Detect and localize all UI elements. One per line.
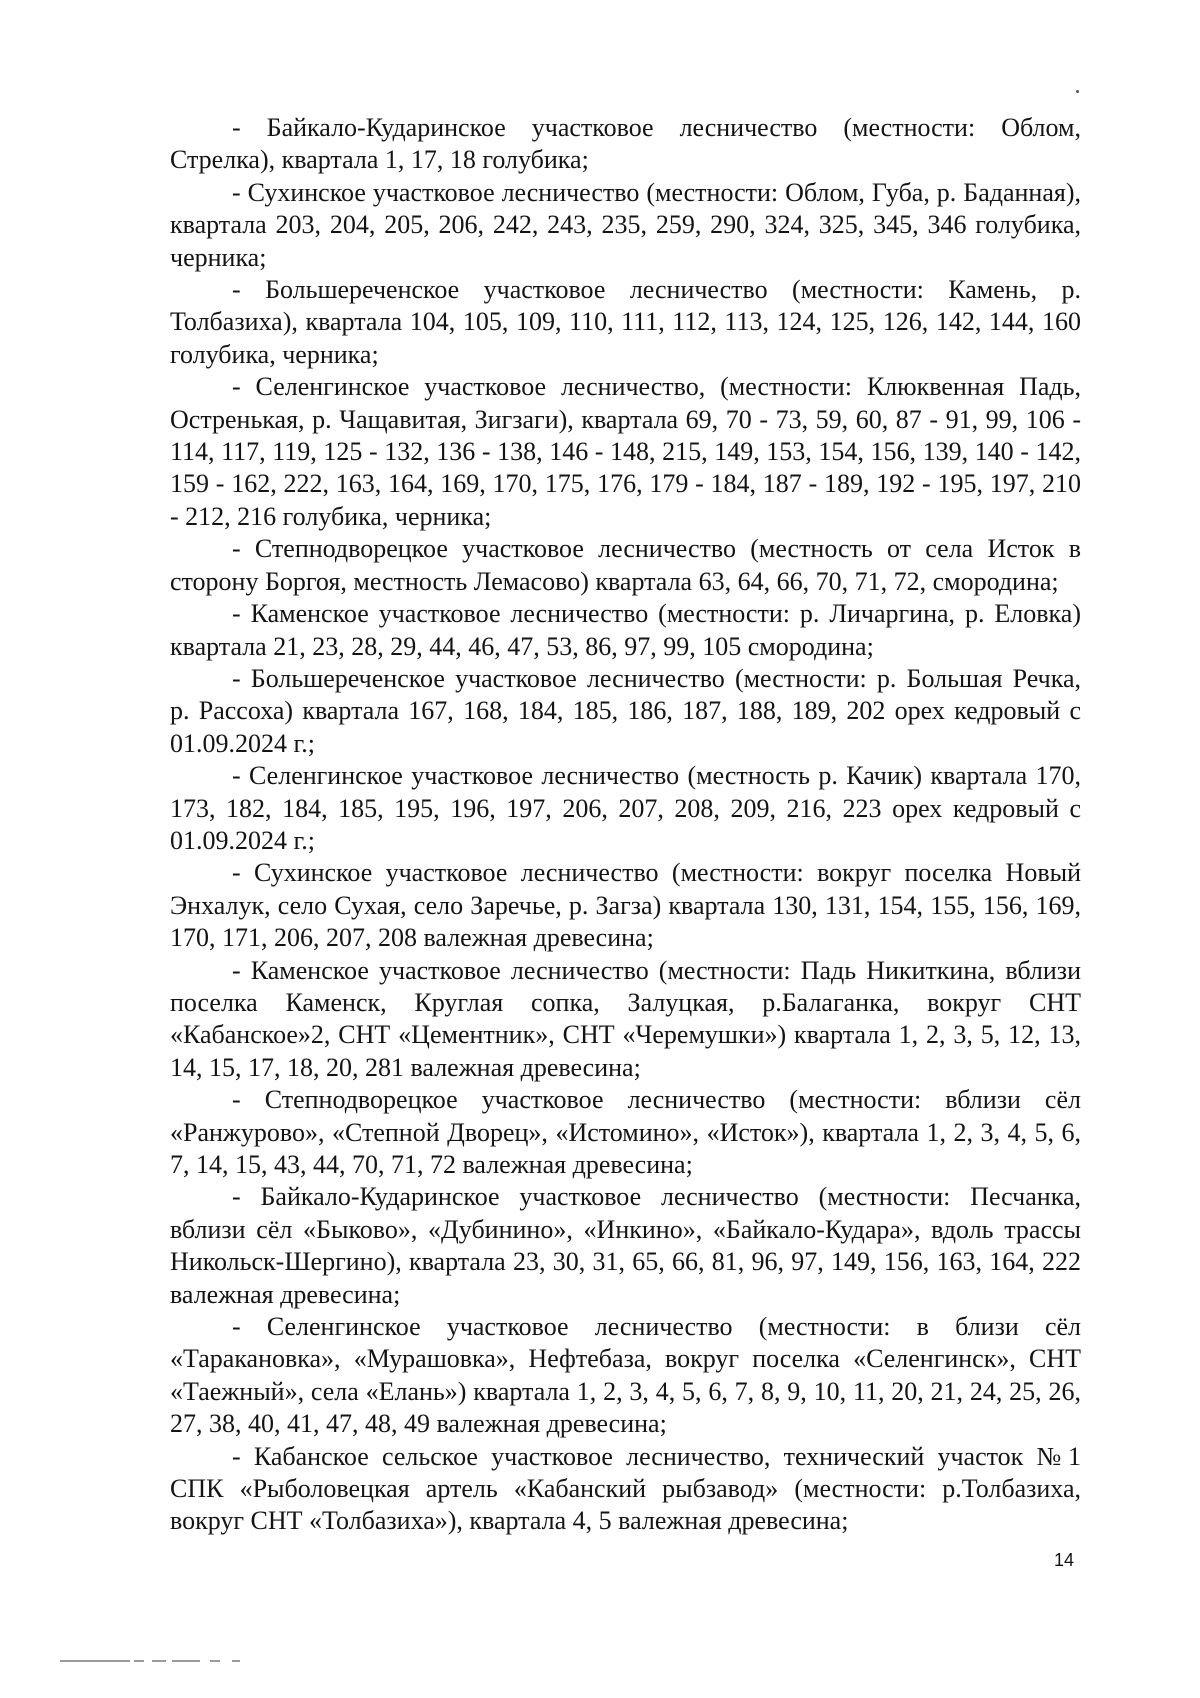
- paragraph-baikalo-kudarinskoe-2: - Байкало-Кударинское участковое лесничество (местности: Песчанка, вблизи сёл «Быково», «Дубинино», «Инкино», «Байкало-Кудара», вдоль трассы Никольск-Шергино), квартала 23, 30, 31, 65, 66, 81, 96, 97, 149, 156, 163, 164, 222 валежная древесина;: [170, 1182, 1081, 1309]
- paragraph-bolsherechenskoe-1: - Большереченское участковое лесничество (местности: Камень, р. Толбазиха), квартала 104, 105, 109, 110, 111, 112, 113, 124, 125, 126, 142, 144, 160 голубика, черника;: [170, 275, 1081, 369]
- paragraph-selenginskoe-1: - Селенгинское участковое лесничество, (местности: Клюквенная Падь, Остренькая, р. Чащавитая, Зигзаги), квартала 69, 70 - 73, 59, 60, 87 - 91, 99, 106 - 114, 117, 119, 125 - 132, 136 - 138, 146 - 148, 215, 149, 153, 154, 156, 139, 140 - 142, 159 - 162, 222, 163, 164, 169, 170, 175, 176, 179 - 184, 187 - 189, 192 - 195, 197, 210 - 212, 216 голубика, черника;: [170, 372, 1081, 531]
- paragraph-selenginskoe-2: - Селенгинское участковое лесничество (местность р. Качик) квартала 170, 173, 182, 184, 185, 195, 196, 197, 206, 207, 208, 209, 216, 223 орех кедровый с 01.09.2024 г.;: [170, 761, 1081, 855]
- paragraph-kabanskoe-selskoe: - Кабанское сельское участковое лесничество, технический участок №1 СПК «Рыболовецкая артель «Кабанский рыбзавод» (местности: р.Толбазиха, вокруг СНТ «Толбазиха»), квартала 4, 5 валежная древесина;: [170, 1441, 1081, 1536]
- paragraph-bolsherechenskoe-2: - Большереченское участковое лесничество (местности: р. Большая Речка, р. Рассоха) квартала 167, 168, 184, 185, 186, 187, 188, 189, 202 орех кедровый с 01.09.2024 г.;: [170, 663, 1081, 758]
- page-number: 14: [1054, 1550, 1075, 1570]
- paragraph-stepnodvoretskoe-2: - Степнодворецкое участковое лесничество (местности: вблизи сёл «Ранжурово», «Степной Дворец», «Истомино», «Исток»), квартала 1, 2, 3, 4, 5, 6, 7, 14, 15, 43, 44, 70, 71, 72 валежная древесина;: [170, 1085, 1081, 1179]
- paragraph-sukhinskoe-1: - Сухинское участковое лесничество (местности: Облом, Губа, р. Баданная), квартала 203, 204, 205, 206, 242, 243, 235, 259, 290, 324, 325, 345, 346 голубика, черника;: [170, 177, 1081, 272]
- paragraph-kamenskoe-1: - Каменское участковое лесничество (местности: р. Личаргина, р. Еловка) квартала 21, 23, 28, 29, 44, 46, 47, 53, 86, 97, 99, 105 смородина;: [170, 599, 1081, 661]
- document-body: [170, 112, 1081, 1538]
- paragraph-stepnodvoretskoe-1: - Степнодворецкое участковое лесничество (местность от села Исток в сторону Боргоя, местность Лемасово) квартала 63, 64, 66, 70, 71, 72, смородина;: [170, 534, 1081, 596]
- paragraph-selenginskoe-3: - Селенгинское участковое лесничество (местности: в близи сёл «Таракановка», «Мурашовка», Нефтебаза, вокруг поселка «Селенгинск», СНТ «Таежный», села «Елань») квартала 1, 2, 3, 4, 5, 6, 7, 8, 9, 10, 11, 20, 21, 24, 25, 26, 27, 38, 40, 41, 47, 48, 49 валежная древесина;: [170, 1312, 1081, 1439]
- paragraph-sukhinskoe-2: - Сухинское участковое лесничество (местности: вокруг поселка Новый Энхалук, село Сухая, село Заречье, р. Загза) квартала 130, 131, 154, 155, 156, 169, 170, 171, 206, 207, 208 валежная древесина;: [170, 858, 1081, 953]
- scan-speck: [1076, 90, 1079, 93]
- scan-artifact-marks: [60, 1659, 250, 1663]
- paragraph-kamenskoe-2: - Каменское участковое лесничество (местности: Падь Никиткина, вблизи поселка Каменск, Круглая сопка, Залуцкая, р.Балаганка, вокруг СНТ «Кабанское»2, СНТ «Цементник», СНТ «Черемушки») квартала 1, 2, 3, 5, 12, 13, 14, 15, 17, 18, 20, 281 валежная древесина;: [170, 955, 1081, 1082]
- paragraph-baikalo-kudarinskoe-1: - Байкало-Кударинское участковое лесничество (местности: Облом, Стрелка), квартала 1, 17, 18 голубика;: [170, 113, 1081, 175]
